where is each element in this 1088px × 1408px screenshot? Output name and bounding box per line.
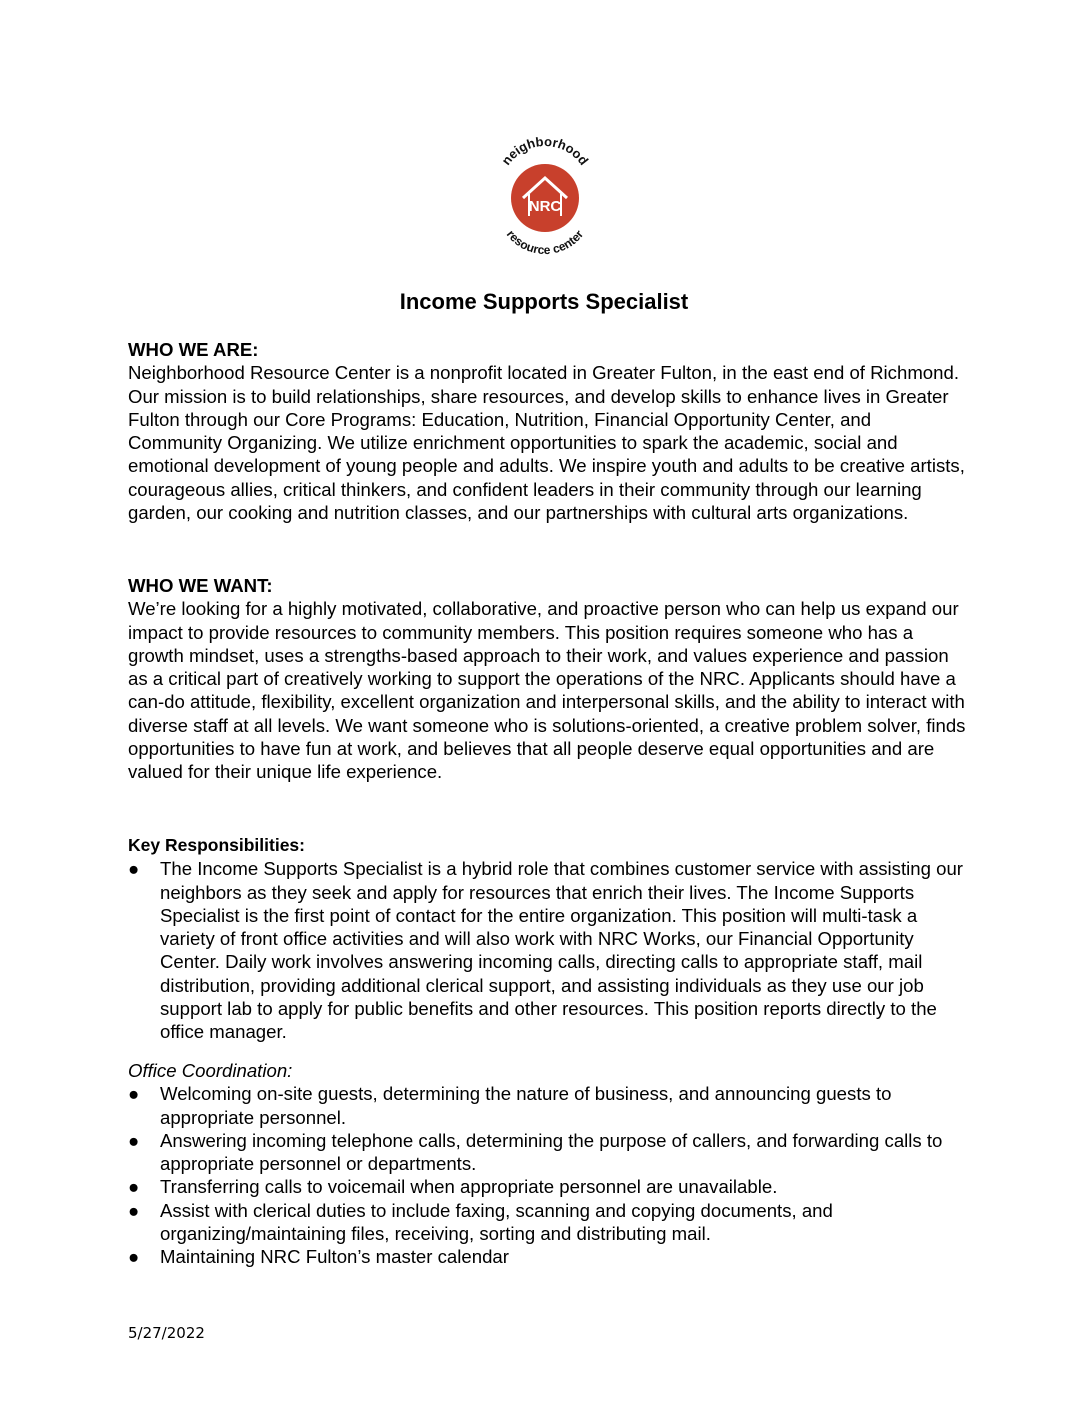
nrc-logo <box>489 128 601 258</box>
bullet-icon: ● <box>128 858 140 880</box>
who-we-are-heading: WHO WE ARE: <box>128 339 259 360</box>
nrc-logo-graphic <box>489 128 601 258</box>
bullet-icon: ● <box>128 1129 140 1151</box>
office-coordination-heading: Office Coordination: <box>128 1060 293 1081</box>
svg-text:resource center: resource center <box>503 227 587 258</box>
who-we-are-section <box>128 338 968 524</box>
key-responsibilities-heading: Key Responsibilities: <box>128 835 305 855</box>
footer-date: 5/27/2022 <box>128 1324 205 1342</box>
list-item <box>128 857 968 1043</box>
bullet-icon: ● <box>128 1083 140 1105</box>
list-item-text: Assist with clerical duties to include faxing, scanning and copying documents, and organizing/maintaining files, receiving, sorting and distributing mail. <box>160 1199 833 1245</box>
list-item-text: Maintaining NRC Fulton’s master calendar <box>160 1246 509 1268</box>
office-coordination-section <box>128 1059 968 1269</box>
bullet-icon: ● <box>128 1246 140 1268</box>
who-we-want-heading: WHO WE WANT: <box>128 575 273 596</box>
list-item-text: Transferring calls to voicemail when appropriate personnel are unavailable. <box>160 1176 778 1198</box>
list-item <box>128 1082 968 1129</box>
list-item-text: Answering incoming telephone calls, determining the purpose of callers, and forwarding calls to appropriate personnel or departments. <box>160 1129 943 1175</box>
who-we-want-body: We’re looking for a highly motivated, collaborative, and proactive person who can help us expand our impact to provide resources to community members. This position requires someone who has a growth mindset, uses a strengths-based approach to their work, and values experience and passion as a critical part of creatively working to support the operations of the NRC. Applicants should have a can-do attitude, flexibility, excellent organization and interpersonal skills, and the ability to interact with diverse staff at all levels. We want someone who is solutions-oriented, a creative problem solver, finds opportunities to have fun at work, and believes that all people deserve equal opportunities and are valued for their unique life experience. <box>128 598 966 783</box>
list-item-text: Welcoming on-site guests, determining the nature of business, and announcing guests to appropriate personnel. <box>160 1083 892 1128</box>
who-we-are-body: Neighborhood Resource Center is a nonprofit located in Greater Fulton, in the east end of Richmond. Our mission is to build relationships, share resources, and develop skills to enhance lives in Greater Fulton through our Core Programs: Education, Nutrition, Financial Opportunity Center, and Community Organizing. We utilize enrichment opportunities to spark the academic, social and emotional development of young people and adults. We inspire youth and adults to be creative artists, courageous allies, critical thinkers, and confident leaders in their community through our learning garden, our cooking and nutrition classes, and our partnerships with cultural arts organizations. <box>128 362 965 524</box>
key-responsibilities-section <box>128 834 968 1044</box>
page-title: Income Supports Specialist <box>399 289 689 314</box>
svg-text:neighborhood: neighborhood <box>498 133 592 168</box>
key-responsibilities-list <box>128 857 968 1043</box>
list-item <box>128 1129 968 1176</box>
bullet-icon: ● <box>128 1199 140 1221</box>
list-item <box>128 1199 968 1246</box>
list-item-text: The Income Supports Specialist is a hybrid role that combines customer service with assisting our neighbors as they seek and apply for resources that enrich their lives. The Income Supports Specialist is the first point of contact for the entire organization. This position will multi-task a variety of front office activities and will also work with NRC Works, our Financial Opportunity Center. Daily work involves answering incoming calls, directing calls to appropriate staff, mail distribution, providing additional clerical support, and assisting individuals as they use our job support lab to apply for public benefits and other resources. This position reports directly to the office manager. <box>160 858 963 1043</box>
list-item <box>128 1245 968 1268</box>
list-item <box>128 1175 968 1198</box>
office-coordination-list <box>128 1082 968 1268</box>
bullet-icon: ● <box>128 1176 140 1198</box>
who-we-want-section <box>128 574 968 784</box>
svg-text:NRC: NRC <box>528 198 562 215</box>
